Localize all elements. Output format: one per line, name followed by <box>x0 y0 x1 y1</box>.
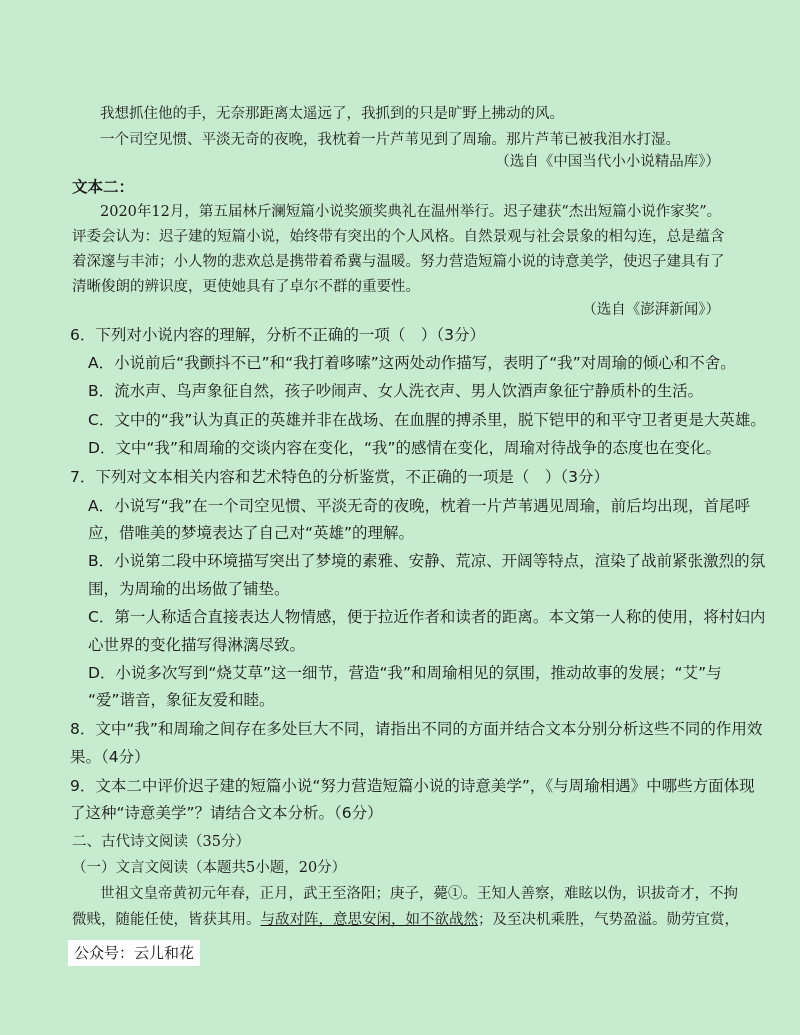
text2-heading: 文本二： <box>72 178 135 196</box>
wechat-account-badge: 公众号：云儿和花 <box>68 940 200 966</box>
q7-option-b-line-1: B．小说第二段中环境描写突出了梦境的素雅、安静、荒凉、开阔等特点，渲染了战前紧张激烈的氛 <box>88 552 766 570</box>
underlined-sentence: 与敌对阵，意思安闲，如不欲战然 <box>260 912 478 928</box>
text2-source: （选自《澎湃新闻》） <box>582 302 720 318</box>
text1-line-2: 一个司空见惯、平淡无奇的夜晚，我枕着一片芦苇见到了周瑜。那片芦苇已被我泪水打湿。 <box>100 132 680 148</box>
section-2-subtitle: （一）文言文阅读（本题共5小题，20分） <box>72 860 347 876</box>
text2-line-2: 评委会认为：迟子建的短篇小说，始终带有突出的个人风格。自然景观与社会景象的相勾连，总是蕴含 <box>72 229 725 245</box>
text1-line-1: 我想抓住他的手，无奈那距离太遥远了，我抓到的只是旷野上拂动的风。 <box>100 106 564 122</box>
text2-line-3: 着深邃与丰沛；小人物的悲欢总是携带着希冀与温暖。努力营造短篇小说的诗意美学，使迟子建具有了 <box>72 254 725 270</box>
classical-text-segment-a: 微贱，随能任使，皆获其用。 <box>72 912 261 928</box>
q6-option-b: B．流水声、鸟声象征自然，孩子吵闹声、女人洗衣声、男人饮酒声象征宁静质朴的生活。 <box>88 382 704 400</box>
text2-line-1: 2020年12月，第五届林斤澜短篇小说奖颁奖典礼在温州举行。迟子建获“杰出短篇小说作家奖”。 <box>100 204 722 220</box>
classical-text-line-1: 世祖文皇帝黄初元年春，正月，武王至洛阳；庚子，薨①。王知人善察，难眩以伪，识拔奇才，不拘 <box>100 886 738 902</box>
q7-option-a-line-1: A．小说写“我”在一个司空见惯、平淡无奇的夜晚，枕着一片芦苇遇见周瑜，前后均出现，首尾呼 <box>88 497 751 515</box>
classical-text-segment-b: ；及至决机乘胜，气势盈溢。勋劳宜赏， <box>478 912 739 928</box>
q7-option-d-line-1: D．小说多次写到“烧艾草”这一细节，营造“我”和周瑜相见的氛围，推动故事的发展；“艾”与 <box>88 664 722 682</box>
q6-option-a: A．小说前后“我颤抖不已”和“我打着哆嗦”这两处动作描写，表明了“我”对周瑜的倾心和不舍。 <box>88 354 736 372</box>
q8-line-2: 果。（4分） <box>70 748 150 766</box>
q9-line-1: 9．文本二中评价迟子建的短篇小说“努力营造短篇小说的诗意美学”，《与周瑜相遇》中哪些方面体现 <box>70 777 755 795</box>
q7-stem: 7．下列对文本相关内容和艺术特色的分析鉴赏，不正确的一项是（ ）（3分） <box>70 468 609 486</box>
q6-stem: 6．下列对小说内容的理解，分析不正确的一项（ ）（3分） <box>70 326 485 344</box>
text1-source: （选自《中国当代小小说精品库》） <box>495 154 720 170</box>
q7-option-b-line-2: 围，为周瑜的出场做了铺垫。 <box>88 580 290 598</box>
q6-option-c: C．文中的“我”认为真正的英雄并非在战场、在血腥的搏杀里，脱下铠甲的和平守卫者更是大英雄。 <box>88 411 766 429</box>
q7-option-c-line-2: 心世界的变化描写得淋漓尽致。 <box>88 636 306 654</box>
q7-option-d-line-2: “爱”谐音，象征友爱和睦。 <box>88 691 275 709</box>
q8-line-1: 8．文中“我”和周瑜之间存在多处巨大不同，请指出不同的方面并结合文本分别分析这些不同的作用效 <box>70 720 763 738</box>
text2-line-4: 清晰俊朗的辨识度，更使她具有了卓尔不群的重要性。 <box>72 279 420 295</box>
q9-line-2: 了这种“诗意美学”？请结合文本分析。（6分） <box>70 804 383 822</box>
q7-option-c-line-1: C．第一人称适合直接表达人物情感，便于拉近作者和读者的距离。本文第一人称的使用，将村妇内 <box>88 608 766 626</box>
q7-option-a-line-2: 应，借唯美的梦境表达了自己对“英雄”的理解。 <box>88 524 415 542</box>
classical-text-line-2 <box>72 910 739 930</box>
q6-option-d: D．文中“我”和周瑜的交谈内容在变化，“我”的感情在变化，周瑜对待战争的态度也在变化。 <box>88 439 722 457</box>
section-2-title: 二、古代诗文阅读（35分） <box>72 834 250 850</box>
